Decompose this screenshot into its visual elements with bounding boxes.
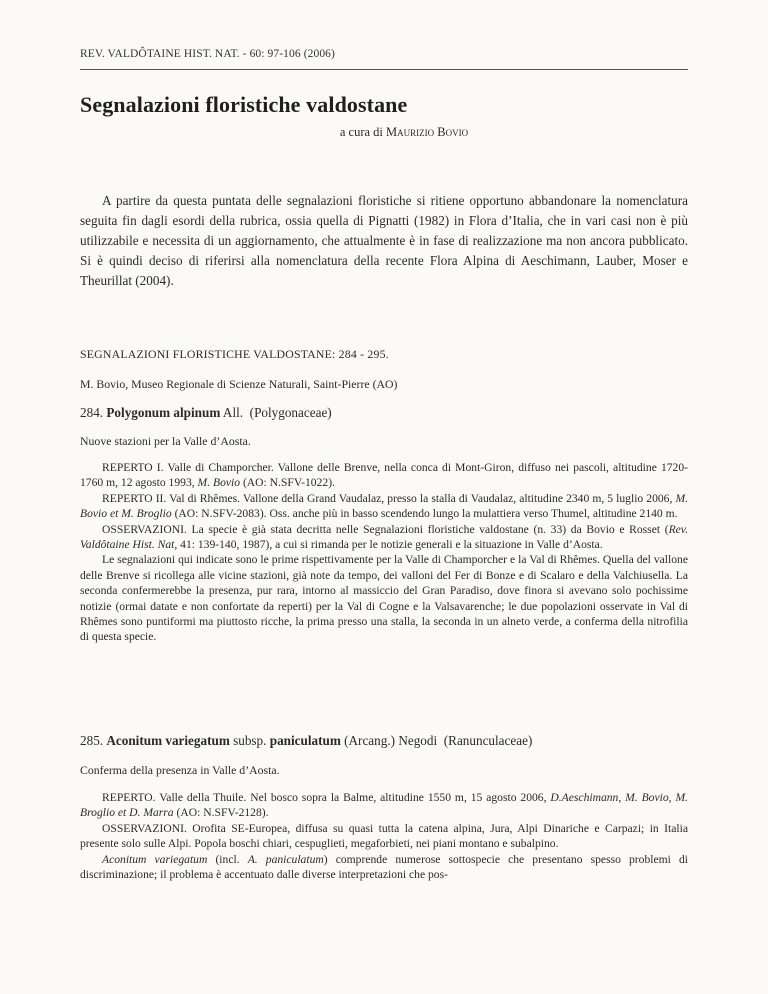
running-head: REV. VALDÔTAINE HIST. NAT. - 60: 97-106 (2006) bbox=[80, 48, 335, 60]
species-285-heading bbox=[80, 733, 688, 749]
reperto-2: REPERTO II. Val di Rhêmes. Vallone della Grand Vaudalaz, presso la stalla di Vaudalaz, altitudine 2340 m, 5 luglio 2006, M. Bovio et M. Broglio (AO: N.SFV-2083). Oss. anche più in basso scendendo lungo la mulattiera verso Thumel, altitudine 2140 m. bbox=[80, 491, 688, 521]
series-heading: SEGNALAZIONI FLORISTICHE VALDOSTANE: 284 - 295. bbox=[80, 347, 389, 361]
species-family: (Polygonaceae) bbox=[249, 405, 332, 420]
header-rule bbox=[80, 69, 688, 70]
osservazioni-285: OSSERVAZIONI. Orofita SE-Europea, diffusa su quasi tutta la catena alpina, Jura, Alpi Dinariche e Carpazi; in Italia presente solo sulle Alpi. Popola boschi chiari, cespuglieti, megaforbieti, nei piani montano e subalpino. bbox=[80, 821, 688, 851]
discussion-285: Aconitum variegatum (incl. A. paniculatum) comprende numerose sottospecie che presentano spesso problemi di discriminazione; il problema è accentuato dalle diverse interpretazioni che pos- bbox=[80, 852, 688, 882]
species-name: Aconitum variegatum bbox=[106, 733, 230, 748]
species-284-subtitle: Nuove stazioni per la Valle d’Aosta. bbox=[80, 434, 251, 448]
species-subsp: subsp. bbox=[233, 733, 267, 748]
curator-line bbox=[80, 125, 688, 140]
species-family: (Ranunculaceae) bbox=[443, 733, 533, 748]
species-number: 284. bbox=[80, 405, 104, 420]
species-name: Polygonum alpinum bbox=[106, 405, 221, 420]
discussion-284: Le segnalazioni qui indicate sono le prime rispettivamente per la Valle di Champorcher e la Val di Rhêmes. Quella del vallone delle Brenve si ricollega alle vicine stazioni, già note da tempo, dei valloni del Fer di Bonze e di Scalaro e della Valchiusella. La seconda confermerebbe la presenza, pur rara, intorno al massiccio del Gran Paradiso, dove finora si avevano solo pochissime notizie (ormai datate e non confortate da reperti) per la Val di Cogne e la Valsavarenche; le due popolazioni osservate in Val di Rhêmes sono puntiformi ma piuttosto ricche, la prima presso una stalla, la seconda in un alneto verde, a conferma della nitrofilia di questa specie. bbox=[80, 553, 688, 644]
species-authority: (Arcang.) Negodi bbox=[344, 733, 438, 748]
species-285-body bbox=[80, 790, 688, 882]
species-authority: All. bbox=[222, 405, 244, 420]
curator-name: Maurizio Bovio bbox=[386, 125, 469, 139]
species-285-subtitle: Conferma della presenza in Valle d’Aosta. bbox=[80, 763, 280, 777]
author-line: M. Bovio, Museo Regionale di Scienze Naturali, Saint-Pierre (AO) bbox=[80, 377, 398, 391]
species-number: 285. bbox=[80, 733, 104, 748]
species-284-body bbox=[80, 460, 688, 645]
osservazioni-284: OSSERVAZIONI. La specie è già stata decritta nelle Segnalazioni floristiche valdostane (n. 33) da Bovio e Rosset (Rev. Valdôtaine Hist. Nat, 41: 139-140, 1987), a cui si rimanda per le notizie generali e la situazione in Valle d’Aosta. bbox=[80, 522, 688, 552]
article-title: Segnalazioni floristiche valdostane bbox=[80, 92, 408, 117]
reperto-285: REPERTO. Valle della Thuile. Nel bosco sopra la Balme, altitudine 1550 m, 15 agosto 2006, D.Aeschimann, M. Bovio, M. Broglio et D. Marra (AO: N.SFV-2128). bbox=[80, 791, 688, 820]
intro-paragraph: A partire da questa puntata delle segnalazioni floristiche si ritiene opportuno abbandonare la nomenclatura seguita fin dagli esordi della rubrica, ossia quella di Pignatti (1982) in Flora d’Italia, che in vari casi non è più utilizzabile e necessita di un aggiornamento, che attualmente è in fase di realizzazione ma non ancora pubblicato. Si è quindi deciso di riferirsi alla nomenclatura della recente Flora Alpina di Aeschimann, Lauber, Moser e Theurillat (2004). bbox=[80, 193, 688, 288]
curator-prefix: a cura di bbox=[339, 125, 383, 139]
species-subsp-name: paniculatum bbox=[269, 733, 341, 748]
reperto-1: REPERTO I. Valle di Champorcher. Vallone delle Brenve, nella conca di Mont-Giron, diffuso nei pascoli, altitudine 1720-1760 m, 12 agosto 1993, M. Bovio (AO: N.SFV-1022). bbox=[80, 461, 688, 490]
species-284-heading bbox=[80, 405, 688, 421]
